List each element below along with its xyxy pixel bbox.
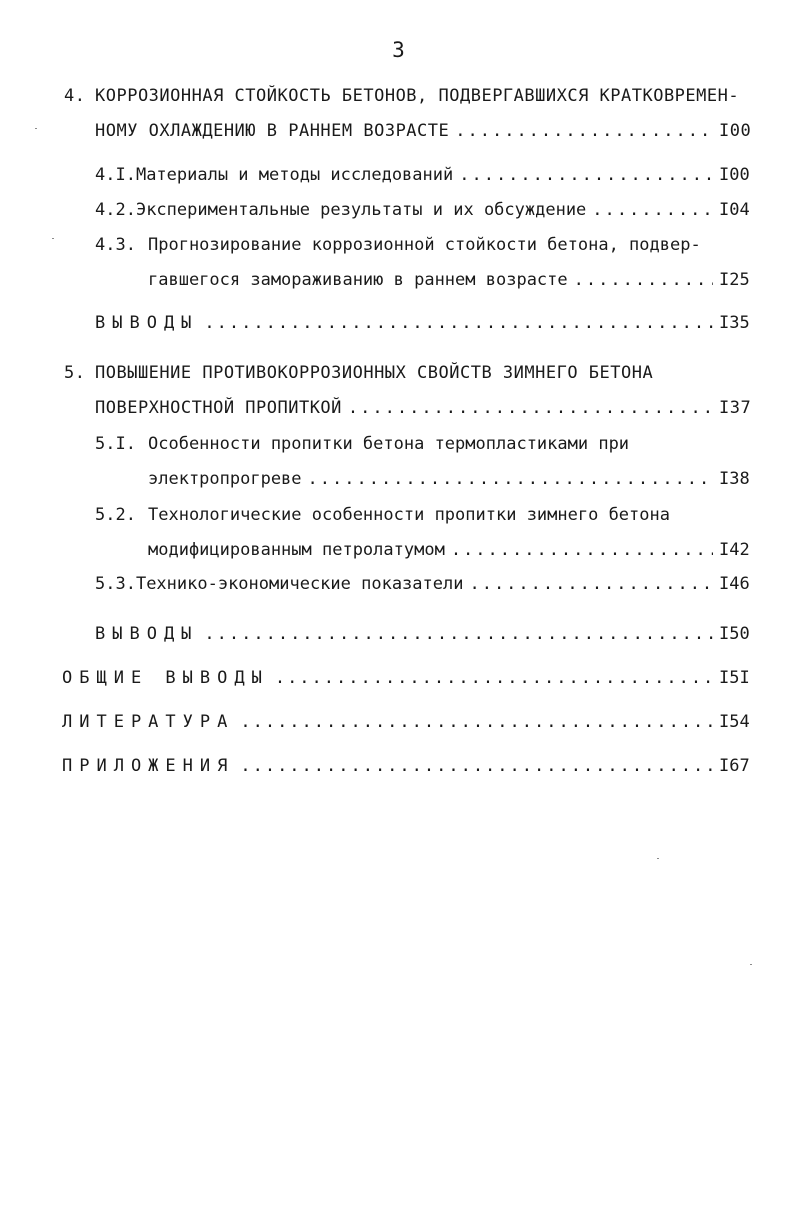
section-5-1-title-line1: Особенности пропитки бетона термопластиками при bbox=[148, 434, 630, 454]
section-4-2-number: 4.2. bbox=[95, 200, 136, 220]
leader-dots bbox=[451, 538, 713, 562]
scan-speck bbox=[657, 858, 659, 859]
section-4-3-title-line2: гавшегося замораживанию в раннем возрасте bbox=[148, 270, 568, 290]
chapter-5-conclusions-entry[interactable] bbox=[95, 622, 755, 646]
section-5-2-entry[interactable] bbox=[148, 538, 755, 562]
literature-entry[interactable] bbox=[62, 710, 755, 734]
section-4-1-number: 4.I. bbox=[95, 165, 136, 185]
chapter-5-title-line2: ПОВЕРХНОСТНОЙ ПРОПИТКОЙ bbox=[95, 398, 342, 418]
chapter-4-conclusions-page: I35 bbox=[719, 313, 750, 333]
leader-dots bbox=[275, 666, 713, 690]
literature-title: ЛИТЕРАТУРА bbox=[62, 712, 235, 732]
section-4-2-entry[interactable] bbox=[95, 198, 755, 222]
chapter-5-number: 5. bbox=[64, 363, 86, 383]
leader-dots bbox=[348, 396, 713, 420]
chapter-5-page: I37 bbox=[719, 398, 752, 418]
leader-dots bbox=[574, 268, 713, 292]
leader-dots bbox=[204, 311, 713, 335]
chapter-4-number: 4. bbox=[64, 86, 86, 106]
general-conclusions-title: ОБЩИЕ ВЫВОДЫ bbox=[62, 668, 269, 688]
leader-dots bbox=[469, 572, 713, 596]
section-4-2-page: I04 bbox=[719, 200, 750, 220]
general-conclusions-page: I5I bbox=[719, 668, 750, 688]
section-5-3-entry[interactable] bbox=[95, 572, 755, 596]
section-5-2-page: I42 bbox=[719, 540, 750, 560]
section-4-3-entry[interactable] bbox=[148, 268, 755, 292]
chapter-4-heading[interactable] bbox=[64, 84, 739, 108]
section-5-2-title-line2: модифицированным петролатумом bbox=[148, 540, 445, 560]
section-5-3-page: I46 bbox=[719, 574, 750, 594]
appendices-title: ПРИЛОЖЕНИЯ bbox=[62, 756, 235, 776]
chapter-5-heading[interactable] bbox=[64, 361, 653, 385]
section-5-1-number: 5.I. bbox=[95, 434, 136, 454]
leader-dots bbox=[592, 198, 713, 222]
section-4-3-number: 4.3. bbox=[95, 235, 136, 255]
section-5-1-page: I38 bbox=[719, 469, 750, 489]
chapter-5-title-line1: ПОВЫШЕНИЕ ПРОТИВОКОРРОЗИОННЫХ СВОЙСТВ ЗИМНЕГО БЕТОНА bbox=[95, 363, 654, 383]
leader-dots bbox=[240, 754, 713, 778]
leader-dots bbox=[459, 163, 713, 187]
section-4-3-heading[interactable] bbox=[95, 233, 701, 257]
scan-speck bbox=[750, 964, 752, 965]
scan-speck bbox=[52, 238, 54, 239]
appendices-entry[interactable] bbox=[62, 754, 755, 778]
chapter-4-title-line2: НОМУ ОХЛАЖДЕНИЮ В РАННЕМ ВОЗРАСТЕ bbox=[95, 121, 450, 141]
section-4-3-page: I25 bbox=[719, 270, 750, 290]
section-5-1-title-line2: электропрогреве bbox=[148, 469, 302, 489]
section-5-1-heading[interactable] bbox=[95, 432, 629, 456]
section-4-3-title-line1: Прогнозирование коррозионной стойкости бетона, подвер- bbox=[148, 235, 701, 255]
leader-dots bbox=[240, 710, 713, 734]
chapter-5-conclusions-title: ВЫВОДЫ bbox=[95, 624, 199, 644]
leader-dots bbox=[204, 622, 713, 646]
chapter-4-conclusions-entry[interactable] bbox=[95, 311, 755, 335]
leader-dots bbox=[308, 467, 713, 491]
chapter-5-conclusions-page: I50 bbox=[719, 624, 750, 644]
section-5-2-number: 5.2. bbox=[95, 505, 136, 525]
chapter-4-entry[interactable] bbox=[95, 119, 755, 143]
chapter-4-conclusions-title: ВЫВОДЫ bbox=[95, 313, 199, 333]
section-5-3-number: 5.3. bbox=[95, 574, 136, 594]
chapter-4-page: I00 bbox=[719, 121, 752, 141]
appendices-page: I67 bbox=[719, 756, 750, 776]
chapter-4-title-line1: КОРРОЗИОННАЯ СТОЙКОСТЬ БЕТОНОВ, ПОДВЕРГАВШИХСЯ КРАТКОВРЕМЕН- bbox=[95, 86, 740, 106]
section-5-2-heading[interactable] bbox=[95, 503, 670, 527]
section-5-3-title: Технико-экономические показатели bbox=[135, 574, 464, 594]
scan-speck bbox=[35, 128, 37, 129]
section-4-1-page: I00 bbox=[719, 165, 750, 185]
section-4-2-title: Экспериментальные результаты и их обсуждение bbox=[135, 200, 587, 220]
section-4-1-entry[interactable] bbox=[95, 163, 755, 187]
page-number: 3 bbox=[392, 38, 405, 62]
section-5-1-entry[interactable] bbox=[148, 467, 755, 491]
general-conclusions-entry[interactable] bbox=[62, 666, 755, 690]
literature-page: I54 bbox=[719, 712, 750, 732]
chapter-5-entry[interactable] bbox=[95, 396, 755, 420]
section-5-2-title-line1: Технологические особенности пропитки зимнего бетона bbox=[148, 505, 670, 525]
section-4-1-title: Материалы и методы исследований bbox=[135, 165, 454, 185]
leader-dots bbox=[455, 119, 713, 143]
